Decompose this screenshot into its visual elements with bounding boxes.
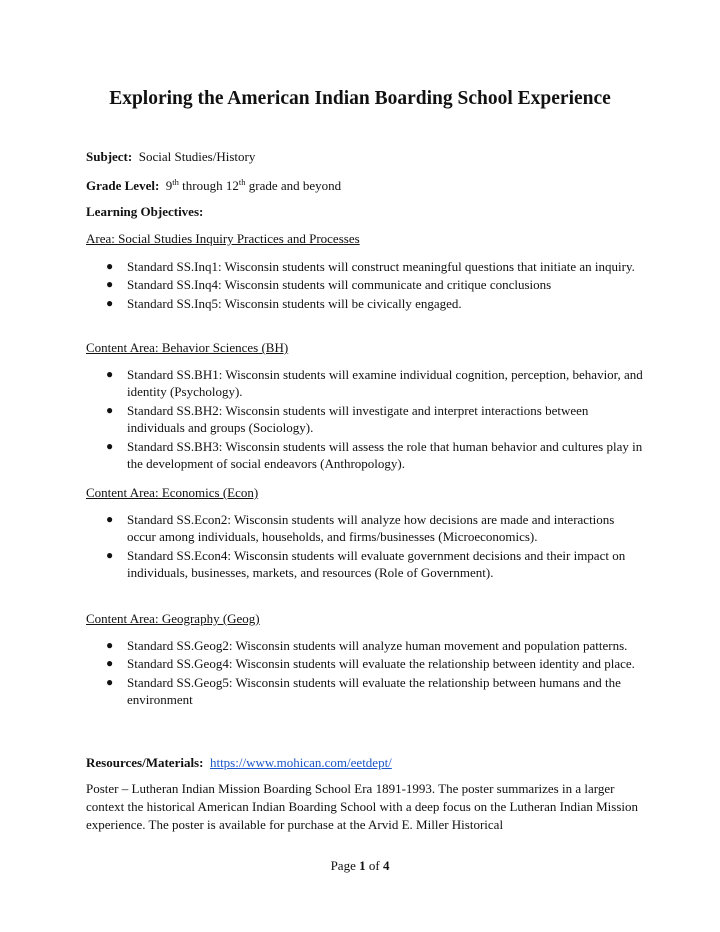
current-page-number: 1 [359,858,366,873]
bullet-icon: ● [106,674,114,689]
bullet-icon: ● [106,512,114,526]
list-item: ● Standard SS.Inq5: Wisconsin students will be civically engaged. [106,295,462,311]
standards-list-economics [86,511,646,583]
bullet-icon: ● [106,367,114,381]
bullet-icon: ● [106,259,114,273]
page-footer: Page 1 of 4 [330,858,390,873]
list-item: ● Standard SS.Inq4: Wisconsin students will communicate and critique conclusions [106,277,552,293]
grade-mid: through 12 [178,178,239,193]
grade-level-line [86,177,341,194]
resources-link[interactable]: https://www.mohican.com/eetdept/ [209,755,392,770]
bullet-icon: ● [106,547,114,562]
area-heading-inquiry: Area: Social Studies Inquiry Practices and Processes [86,231,360,246]
bullet-icon: ● [106,656,114,671]
grade-sup-2: th [238,177,246,187]
area-heading-geography: Content Area: Geography (Geog) [86,611,260,626]
list-item: ● Standard SS.Inq1: Wisconsin students will construct meaningful questions that initiate an inquiry. [106,259,635,274]
resources-label: Resources/Materials: [86,755,204,770]
bullet-icon: ● [106,438,114,453]
grade-level-label: Grade Level: [86,178,160,193]
grade-sup-1: th [172,177,179,187]
grade-tail: grade and beyond [245,178,342,193]
grade-num-1: 9 [165,178,173,193]
total-page-count: 4 [382,858,390,873]
list-item: ● Standard SS.Geog2: Wisconsin students will analyze human movement and population patterns. [106,638,628,653]
bullet-icon: ● [106,402,114,417]
subject-label: Subject: [86,149,133,164]
area-heading-economics: Content Area: Economics (Econ) [86,485,259,500]
list-item: ● Standard SS.Econ2: Wisconsin students will analyze how decisions are made and interactions occur among individuals, households, and firms/businesses (Microeconomics). [106,512,615,545]
subject-line [86,148,255,165]
standards-list-inquiry [86,258,646,313]
bullet-icon: ● [106,277,114,292]
standards-list-behavior [86,366,646,473]
list-item: ● Standard SS.BH2: Wisconsin students will investigate and interpret interactions between individuals and groups (Sociology). [106,402,589,436]
standards-list-geography [86,637,646,710]
list-item: ● Standard SS.Geog4: Wisconsin students will evaluate the relationship between identity and place. [106,656,635,672]
poster-paragraph: Poster – Lutheran Indian Mission Boarding School Era 1891-1993. The poster summarizes in a larger context the historical American Indian Boarding School with a deep focus on the Lutheran Indian Mission experience. The poster is available for purchase at the Arvid E. Miller Historical [86,781,639,833]
list-item: ● Standard SS.Econ4: Wisconsin students will evaluate government decisions and their impact on individuals, businesses, markets, and resources (Role of Government). [106,547,626,581]
list-item: ● Standard SS.BH3: Wisconsin students will assess the role that human behavior and cultures play in the development of social endeavors (Anthropology). [106,438,643,472]
bullet-icon: ● [106,638,114,652]
resources-line [86,754,392,771]
area-heading-behavior: Content Area: Behavior Sciences (BH) [86,340,289,355]
subject-value: Social Studies/History [138,149,256,164]
page-title: Exploring the American Indian Boarding School Experience [109,88,611,109]
list-item: ● Standard SS.Geog5: Wisconsin students will evaluate the relationship between humans and the environment [106,674,621,708]
learning-objectives-label: Learning Objectives: [86,204,204,219]
list-item: ● Standard SS.BH1: Wisconsin students will examine individual cognition, perception, behavior, and identity (Psychology). [106,367,643,400]
bullet-icon: ● [106,295,114,310]
